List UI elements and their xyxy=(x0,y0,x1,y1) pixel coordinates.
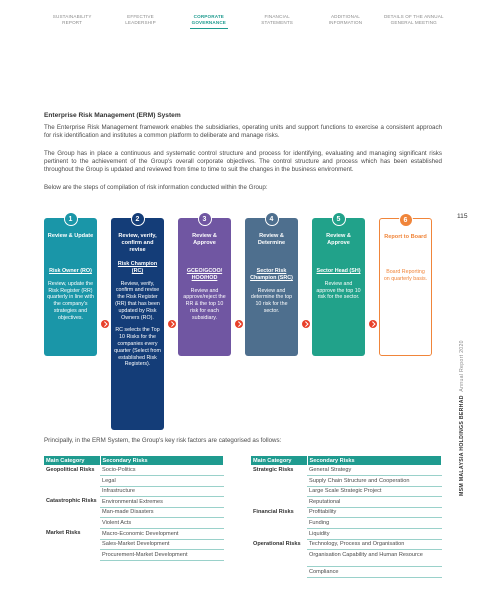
step-heading: Report to Board xyxy=(384,234,427,240)
top-navigation xyxy=(38,14,448,42)
arrow-right-icon xyxy=(101,320,109,328)
step-description: Review and approve/reject the RR & the top 10 risk for each subsidiary. xyxy=(183,287,226,321)
step-1-card xyxy=(44,218,97,356)
step-description: Review and determine the top 10 risk for the sector. xyxy=(250,287,293,314)
secondary-risk-cell: Technology, Process and Organisation xyxy=(307,539,442,550)
step-owner: Risk Champion (RC) xyxy=(117,261,158,274)
step-description: Review, update the Risk Register (RR) quarterly in line with the company's strategies and objectives. xyxy=(47,280,94,321)
table-row xyxy=(251,539,442,550)
secondary-risk-cell: Man-made Disasters xyxy=(100,507,224,518)
secondary-risk-cell: General Strategy xyxy=(307,465,442,476)
step-heading: Review & Approve xyxy=(326,233,351,246)
step-6-card xyxy=(379,218,432,356)
report-name: Annual Report 2020 xyxy=(459,340,465,392)
step-description: Review, verify, confirm and revise the Risk Register (RR) that has been updated by Risk Owners (RO). xyxy=(115,280,160,321)
step-description: Review and approve the top 10 risk for the sector. xyxy=(316,280,361,301)
secondary-risk-cell: Legal xyxy=(100,476,224,487)
secondary-risk-cell: Funding xyxy=(307,518,442,529)
secondary-risk-cell: Compliance xyxy=(307,567,442,578)
secondary-risk-cell: Large Scale Strategic Project xyxy=(307,486,442,497)
step-number: 4 xyxy=(265,212,279,226)
step-heading: Review & Determine xyxy=(257,233,286,246)
step-description: Board Reporting on quarterly basis. xyxy=(383,269,428,282)
risk-table-right xyxy=(251,456,442,578)
secondary-risk-cell: Procurement-Market Development xyxy=(100,550,224,561)
step-number: 2 xyxy=(131,212,145,226)
nav-sustainability-report[interactable]: SUSTAINABILITY REPORT xyxy=(52,14,92,25)
header-secondary-risks: Secondary Risks xyxy=(307,456,442,465)
step-number: 5 xyxy=(332,212,346,226)
secondary-risk-cell: Environmental Extremes xyxy=(100,497,224,508)
secondary-risk-cell: Organisation Capability and Human Resource xyxy=(307,550,442,567)
page-number: 115 xyxy=(457,213,468,220)
secondary-risk-cell: Macro-Economic Development xyxy=(100,529,224,540)
nav-annual-general-meeting[interactable]: DETAILS OF THE ANNUAL GENERAL MEETING xyxy=(383,14,444,25)
paragraph-erm-framework: The Enterprise Risk Management framework enables the subsidiaries, operating units and support functions to exercise a consistent approach for risk identification and institutes a common platform to deliberate and manage risks. xyxy=(44,124,442,139)
arrow-right-icon xyxy=(235,320,243,328)
secondary-risk-cell: Violent Acts xyxy=(100,518,224,529)
header-main-category: Main Category xyxy=(251,456,307,465)
nav-effective-leadership[interactable]: EFFECTIVE LEADERSHIP xyxy=(125,14,156,25)
step-number: 1 xyxy=(64,212,78,226)
erm-steps-flow xyxy=(44,210,442,430)
header-main-category: Main Category xyxy=(44,456,100,465)
step-owner: Risk Owner (RO) xyxy=(49,268,92,274)
secondary-risk-cell: Profitability xyxy=(307,507,442,518)
step-4-card xyxy=(245,218,298,356)
step-owner: GCEO/GCOO/ HOO/HOD xyxy=(186,268,223,281)
risk-table-left xyxy=(44,456,224,561)
paragraph-steps-intro: Below are the steps of compilation of risk information conducted within the Group: xyxy=(44,184,268,191)
nav-corporate-governance[interactable]: CORPORATE GOVERNANCE xyxy=(175,14,243,42)
secondary-risk-cell: Infrastructure xyxy=(100,486,224,497)
nav-additional-information[interactable]: ADDITIONAL INFORMATION xyxy=(328,14,363,25)
paragraph-control-structure: The Group has in place a continuous and systematic control structure and process for identifying, evaluating and managing significant risks pertinent to the achievement of the Group's overall corporate objectives. The control structure and process which has been established throughout the Group is updated and reviewed from time to time to suit the changes in the business environment. xyxy=(44,150,442,173)
arrow-right-icon xyxy=(168,320,176,328)
main-category-cell: Market Risks xyxy=(46,530,81,537)
main-category-cell: Strategic Risks xyxy=(253,466,294,473)
main-category-cell: Financial Risks xyxy=(253,508,294,515)
step-number: 6 xyxy=(399,213,413,227)
table-row xyxy=(251,507,442,518)
table-header-row xyxy=(44,456,224,465)
step-owner: Sector Head (SH) xyxy=(316,268,361,274)
step-5-card xyxy=(312,218,365,356)
arrow-right-icon xyxy=(302,320,310,328)
secondary-risk-cell: Liquidity xyxy=(307,529,442,540)
section-title: Enterprise Risk Management (ERM) System xyxy=(44,112,181,119)
table-header-row xyxy=(251,456,442,465)
step-extra-note: RC selects the Top 10 Risks for the companies every quarter (Select from established Risk Registers). xyxy=(114,327,161,368)
main-category-cell: Geopolitical Risks xyxy=(46,466,95,473)
step-3-card xyxy=(178,218,231,356)
table-row xyxy=(44,529,224,540)
main-category-cell: Catastrophic Risks xyxy=(46,498,97,505)
company-name: MSM MALAYSIA HOLDINGS BERHAD xyxy=(459,395,465,496)
step-owner: Sector Risk Champion (SRC) xyxy=(250,268,293,281)
secondary-risk-cell: Reputational xyxy=(307,497,442,508)
arrow-right-icon xyxy=(369,320,377,328)
step-2-card xyxy=(111,218,164,430)
table-row xyxy=(44,465,224,476)
main-category-cell: Operational Risks xyxy=(253,540,301,547)
paragraph-risk-categories-intro: Principally, in the ERM System, the Group's key risk factors are categorised as follows: xyxy=(44,437,282,444)
step-heading: Review, verify, confirm and revise xyxy=(118,233,157,253)
secondary-risk-cell: Supply Chain Structure and Cooperation xyxy=(307,476,442,487)
step-number: 3 xyxy=(198,212,212,226)
side-label-text xyxy=(459,340,465,496)
side-vertical-label xyxy=(456,226,465,496)
table-row xyxy=(251,465,442,476)
secondary-risk-cell: Socio-Politics xyxy=(100,465,224,476)
step-heading: Review & Update xyxy=(47,233,94,239)
step-heading: Review & Approve xyxy=(192,233,217,246)
header-secondary-risks: Secondary Risks xyxy=(100,456,224,465)
secondary-risk-cell: Sales-Market Development xyxy=(100,539,224,550)
table-row xyxy=(44,497,224,508)
nav-financial-statements[interactable]: FINANCIAL STATEMENTS xyxy=(261,14,293,25)
